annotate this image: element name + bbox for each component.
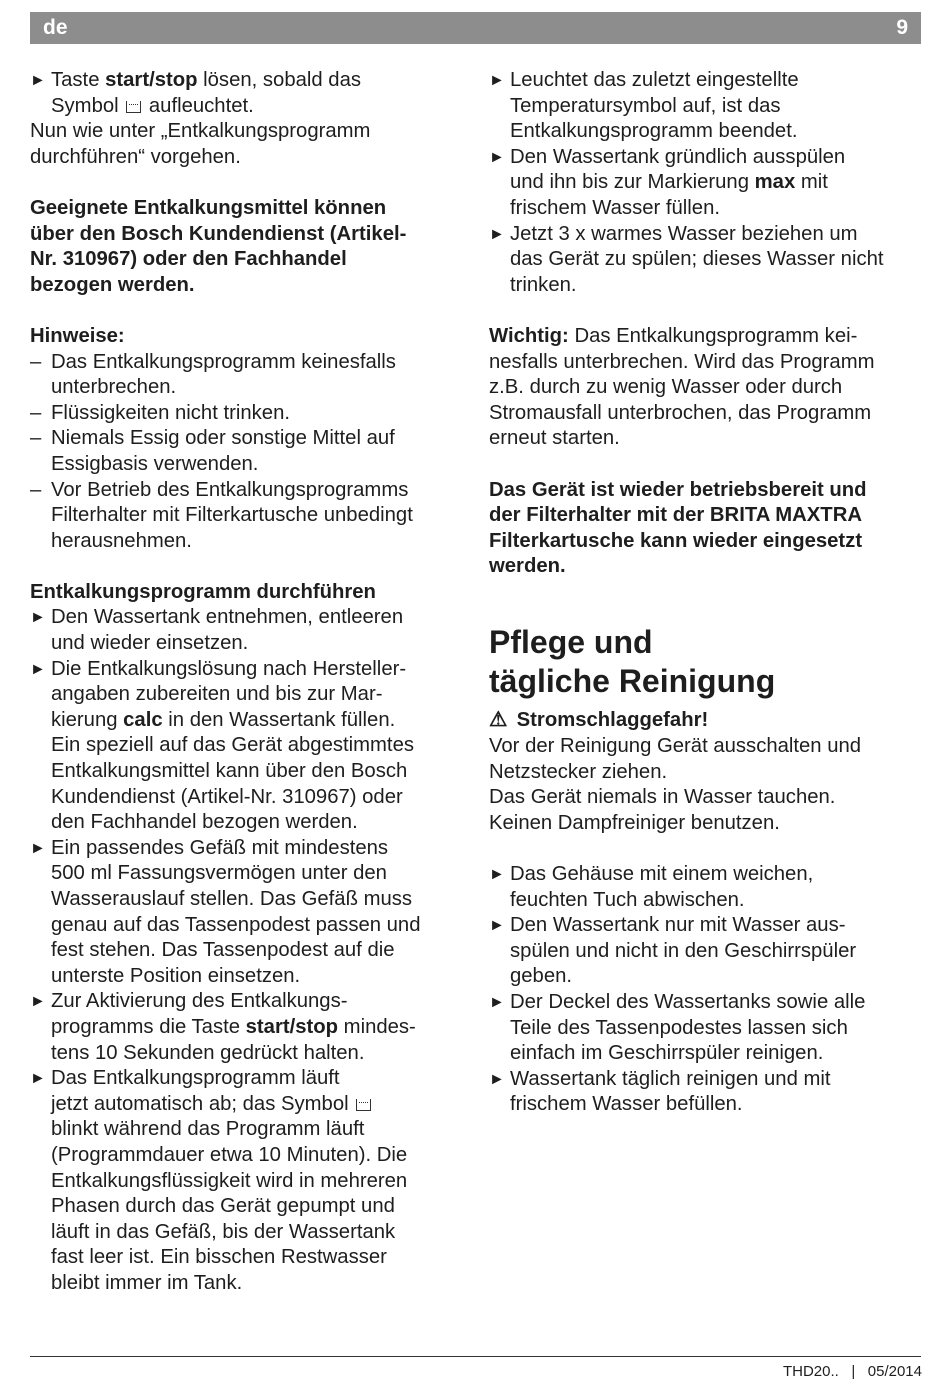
care-step: ► Das Gehäuse mit einem weichen, feuchten Tuch abwischen. bbox=[489, 863, 814, 911]
footer-divider bbox=[30, 1356, 921, 1357]
arrow-bullet-icon: ► bbox=[30, 609, 46, 627]
arrow-bullet-icon: ► bbox=[489, 148, 505, 166]
dash-bullet: – bbox=[30, 478, 42, 501]
descaling-symbol-icon bbox=[356, 1099, 371, 1111]
page-number: 9 bbox=[896, 16, 908, 39]
descaling-symbol-icon bbox=[126, 101, 141, 113]
procedure-step: ► Den Wassertank gründlich ausspülen und ihn bis zur Markierung max mit frischem Wasser füllen. bbox=[489, 145, 846, 219]
dash-bullet: – bbox=[30, 401, 42, 424]
right-column bbox=[489, 68, 929, 1118]
arrow-bullet-icon: ► bbox=[489, 1070, 505, 1088]
arrow-bullet-icon: ► bbox=[489, 917, 505, 935]
warning-text: Vor der Reinigung Gerät ausschalten und Netzstecker ziehen. Das Gerät niemals in Wasser tauchen. Keinen Dampfreiniger benutzen. bbox=[489, 735, 862, 834]
procedure-step: ► Ein passendes Gefäß mit mindestens 500 ml Fassungsvermögen unter den Wasserauslauf stellen. Das Gefäß muss genau auf das Tassenpodest passen und fest stehen. Das Tassenpodest auf die unterste Position einsetzen. bbox=[30, 836, 421, 987]
procedure-step: ► Zur Aktivierung des Entkalkungs- programms die Taste start/stop mindes- tens 10 Sekunden gedrückt halten. bbox=[30, 990, 416, 1064]
dash-bullet: – bbox=[30, 427, 42, 450]
ready-note: Das Gerät ist wieder betriebsbereit und der Filterhalter mit der BRITA MAXTRA Filterkartusche kann wieder eingesetzt werden. bbox=[489, 478, 867, 578]
calc-label: calc bbox=[123, 708, 163, 731]
warning-heading: ⚠ Stromschlaggefahr! bbox=[489, 708, 929, 734]
arrow-bullet-icon: ► bbox=[30, 660, 46, 678]
important-note: Wichtig: Das Entkalkungsprogramm kei- nesfalls unterbrechen. Wird das Programm z.B. durch zu wenig Wasser oder durch Stromausfall unterbrochen, das Programm erneut starten. bbox=[489, 324, 875, 450]
instruction-release-start-stop: ► Taste start/stop lösen, sobald das Symbol aufleuchtet. bbox=[30, 69, 362, 117]
notes-heading: Hinweise: bbox=[30, 324, 125, 347]
note-item: – Niemals Essig oder sonstige Mittel auf Essigbasis verwenden. bbox=[30, 427, 395, 475]
left-column bbox=[30, 68, 470, 1297]
language-label: de bbox=[43, 16, 68, 39]
intro-text: Nun wie unter „Entkalkungsprogramm durchführen“ vorgehen. bbox=[30, 120, 371, 168]
note-item: – Flüssigkeiten nicht trinken. bbox=[30, 401, 470, 427]
care-step: ► Wassertank täglich reinigen und mit frischem Wasser befüllen. bbox=[489, 1067, 831, 1116]
procedure-step: ► Die Entkalkungslösung nach Hersteller- angaben zubereiten und bis zur Mar- kierung calc in den Wassertank füllen. Ein speziell auf das Gerät abgestimmtes Entkalkungsmittel kann über den Bosch Kundendienst (Artikel-Nr. 310967) oder den Fachhandel bezogen werden. bbox=[30, 657, 414, 834]
dash-bullet: – bbox=[30, 350, 42, 373]
arrow-bullet-icon: ► bbox=[489, 994, 505, 1011]
footer-separator: | bbox=[851, 1363, 856, 1380]
arrow-bullet-icon: ► bbox=[30, 72, 46, 89]
max-label: max bbox=[754, 171, 796, 194]
arrow-bullet-icon: ► bbox=[30, 993, 46, 1011]
page-header bbox=[30, 12, 921, 44]
arrow-bullet-icon: ► bbox=[489, 866, 505, 884]
procedure-step: ► Den Wassertank entnehmen, entleeren und wieder einsetzen. bbox=[30, 606, 404, 655]
note-item: – Vor Betrieb des Entkalkungsprogramms Filterhalter mit Filterkartusche unbedingt herausnehmen. bbox=[30, 478, 413, 552]
start-stop-label: start/stop bbox=[105, 69, 198, 91]
page-footer bbox=[783, 1363, 922, 1380]
procedure-step: ► Das Entkalkungsprogramm läuft jetzt automatisch ab; das Symbol blinkt während das Programm läuft (Programmdauer etwa 10 Minuten). Die Entkalkungsflüssigkeit wird in mehreren Phasen durch das Gerät gepumpt und läuft in das Gefäß, bis der Wassertank fast leer ist. Ein bisschen Restwasser bleibt immer im Tank. bbox=[30, 1067, 408, 1294]
note-item: – Das Entkalkungsprogramm keinesfalls unterbrechen. bbox=[30, 350, 396, 399]
start-stop-label: start/stop bbox=[245, 1015, 339, 1038]
arrow-bullet-icon: ► bbox=[30, 1070, 46, 1088]
warning-triangle-icon: ⚠ bbox=[489, 709, 508, 732]
arrow-bullet-icon: ► bbox=[489, 225, 505, 243]
model-label: THD20.. bbox=[782, 1363, 839, 1380]
procedure-heading: Entkalkungsprogramm durchführen bbox=[30, 580, 376, 603]
date-label: 05/2014 bbox=[867, 1363, 922, 1380]
descaling-agents-note: Geeignete Entkalkungsmittel können über den Bosch Kundendienst (Artikel- Nr. 310967) oder den Fachhandel bezogen werden. bbox=[30, 196, 407, 296]
care-step: ► Den Wassertank nur mit Wasser aus- spülen und nicht in den Geschirrspüler geben. bbox=[489, 914, 857, 988]
procedure-step: ► Jetzt 3 x warmes Wasser beziehen um das Gerät zu spülen; dieses Wasser nicht trinken. bbox=[489, 222, 884, 296]
arrow-bullet-icon: ► bbox=[489, 72, 505, 89]
care-step: ► Der Deckel des Wassertanks sowie alle Teile des Tassenpodestes lassen sich einfach im Geschirrspüler reinigen. bbox=[489, 991, 866, 1065]
arrow-bullet-icon: ► bbox=[30, 839, 46, 857]
care-heading: Pflege und tägliche Reinigung bbox=[489, 624, 776, 699]
procedure-step: ► Leuchtet das zuletzt eingestellte Temperatursymbol auf, ist das Entkalkungsprogramm beendet. bbox=[489, 69, 799, 143]
